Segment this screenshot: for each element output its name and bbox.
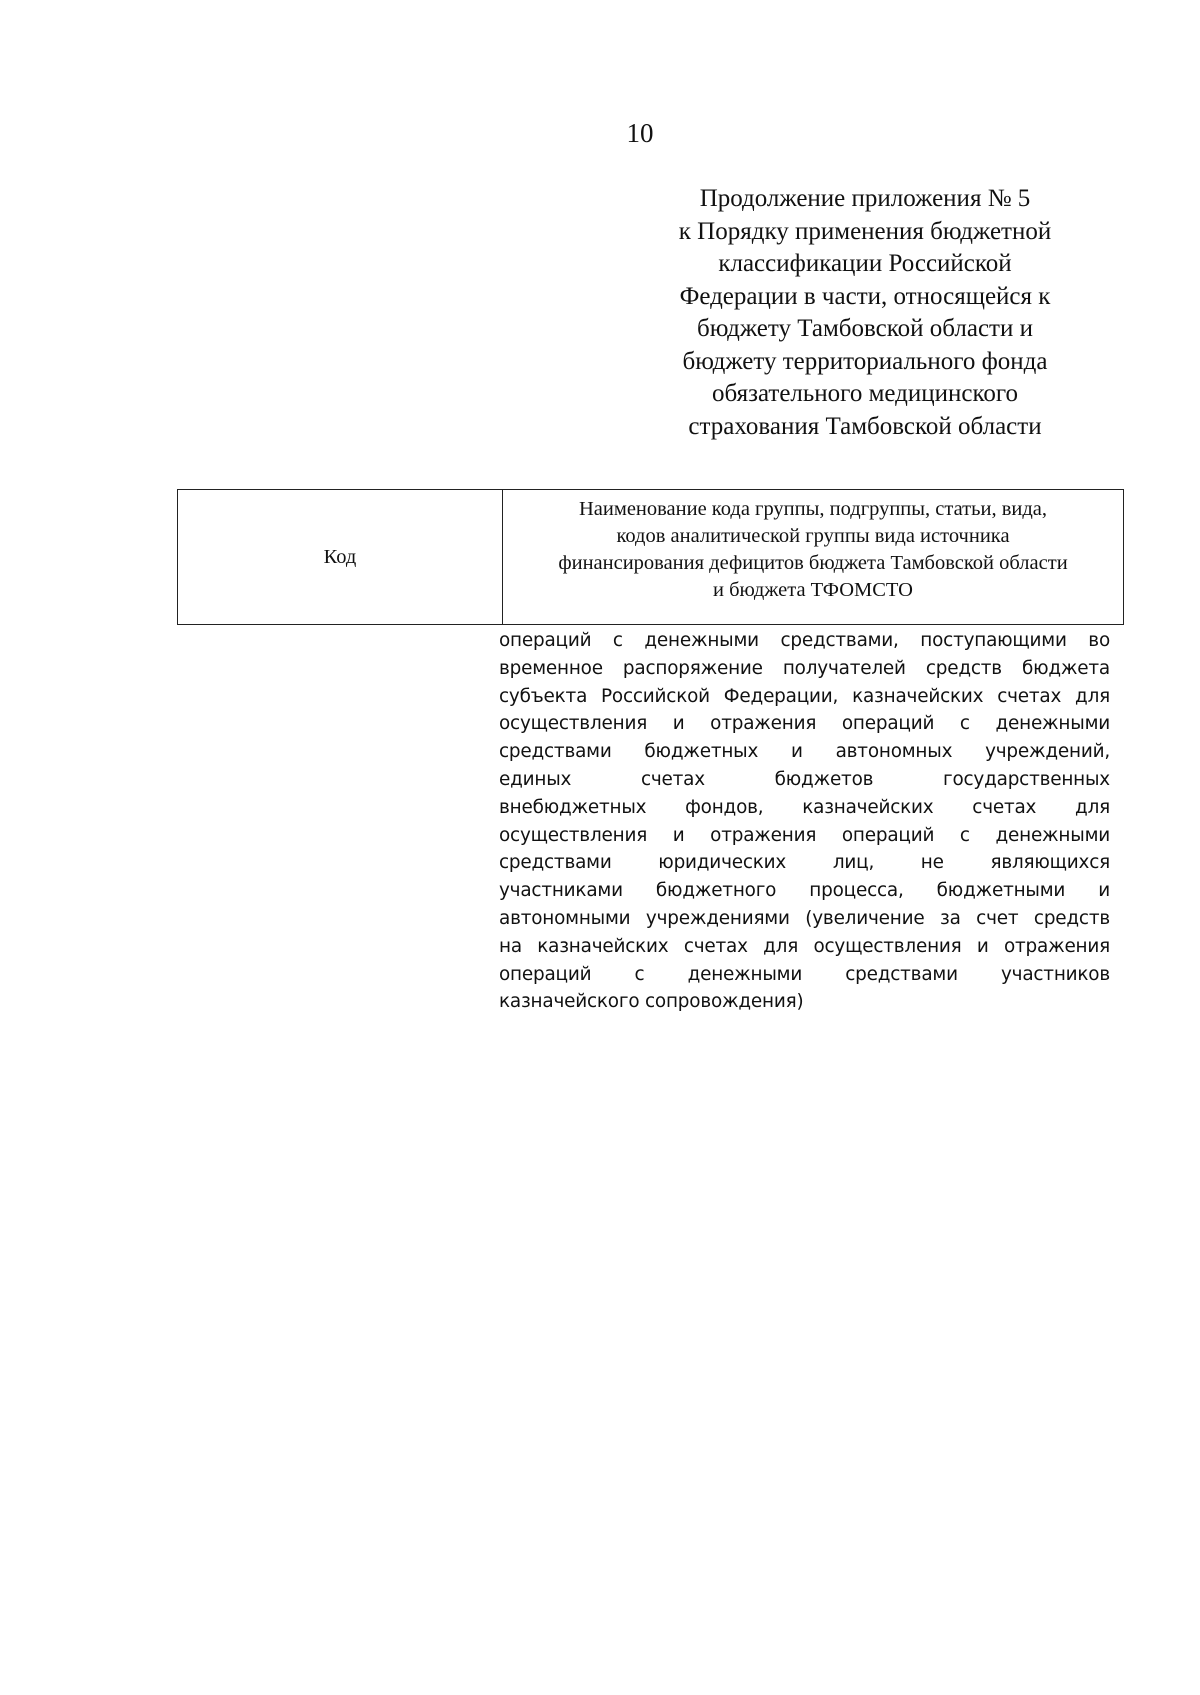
appendix-line: Федерации в части, относящейся к xyxy=(679,282,1051,310)
header-line: финансирования дефицитов бюджета Тамбовской области xyxy=(558,552,1068,574)
body-line: субъекта Российской Федерации, казначейских счетах для xyxy=(499,685,1110,707)
body-line: осуществления и отражения операций с денежными xyxy=(499,713,1110,735)
body-line: операций с денежными средствами, поступающими во xyxy=(499,630,1110,651)
body-line: на казначейских счетах для осуществления и отражения xyxy=(499,935,1110,957)
body-line: участниками бюджетного процесса, бюджетными и xyxy=(499,880,1110,902)
column-header-name xyxy=(503,490,1124,625)
body-line: средствами юридических лиц, не являющихся xyxy=(499,852,1110,874)
appendix-line: к Порядку применения бюджетной xyxy=(678,217,1052,245)
table-header xyxy=(177,489,1124,625)
appendix-line: обязательного медицинского xyxy=(711,380,1018,407)
row-description xyxy=(499,627,1110,1016)
appendix-line: бюджету Тамбовской области и xyxy=(697,315,1033,342)
header-line: кодов аналитической группы вида источника xyxy=(616,525,1010,547)
appendix-line: Продолжение приложения № 5 xyxy=(699,185,1031,212)
header-line: и бюджета ТФОМСТО xyxy=(713,579,913,601)
page-number: 10 xyxy=(626,118,654,148)
body-line: единых счетах бюджетов государственных xyxy=(499,768,1110,790)
body-line: внебюджетных фондов, казначейских счетах для xyxy=(499,796,1110,818)
body-line: казначейского сопровождения) xyxy=(499,991,804,1013)
column-header-code: Код xyxy=(178,490,503,625)
header-line: Наименование кода группы, подгруппы, статьи, вида, xyxy=(578,498,1048,520)
body-line: операций с денежными средствами участников xyxy=(499,963,1110,985)
appendix-line: страхования Тамбовской области xyxy=(688,412,1042,440)
body-line: средствами бюджетных и автономных учреждений, xyxy=(499,741,1110,763)
appendix-line: бюджету территориального фонда xyxy=(682,347,1048,375)
body-line: автономными учреждениями (увеличение за счет средств xyxy=(499,907,1110,929)
appendix-heading xyxy=(640,183,1090,443)
body-line: временное распоряжение получателей средств бюджета xyxy=(499,657,1110,679)
body-line: осуществления и отражения операций с денежными xyxy=(499,824,1110,846)
appendix-line: классификации Российской xyxy=(718,250,1012,277)
